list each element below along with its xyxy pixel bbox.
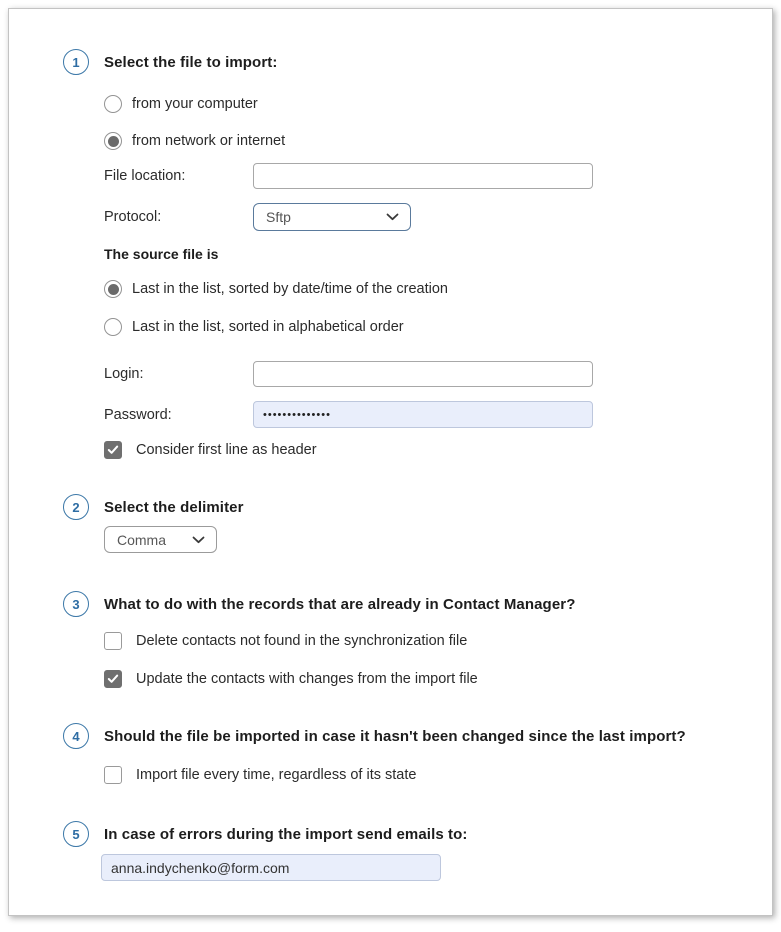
update-contacts-label: Update the contacts with changes from the import file (136, 671, 478, 687)
step-3-badge: 3 (63, 591, 89, 617)
step-5-header (9, 821, 772, 847)
step-4-title: Should the file be imported in case it hasn't been changed since the last import? (104, 727, 686, 745)
radio-from-computer[interactable] (9, 95, 772, 113)
step-1-title: Select the file to import: (104, 53, 278, 71)
radio-unselected-icon[interactable] (104, 95, 122, 113)
update-contacts-checkbox-row[interactable] (9, 670, 772, 688)
checkbox-checked-icon[interactable] (104, 441, 122, 459)
import-settings-panel (8, 8, 773, 916)
delete-contacts-label: Delete contacts not found in the synchronization file (136, 633, 468, 649)
chevron-down-icon (192, 536, 205, 544)
radio-sorted-by-date[interactable] (9, 280, 772, 298)
first-line-header-label: Consider first line as header (136, 442, 317, 458)
radio-selected-icon[interactable] (104, 132, 122, 150)
protocol-row (9, 203, 772, 231)
chevron-down-icon (386, 213, 399, 221)
step-2-badge: 2 (63, 494, 89, 520)
source-file-heading: The source file is (104, 246, 219, 262)
password-label: Password: (104, 406, 172, 423)
checkbox-unchecked-icon[interactable] (104, 766, 122, 784)
step-5-badge: 5 (63, 821, 89, 847)
login-row (9, 361, 772, 387)
error-email-row (9, 854, 772, 881)
step-1-header (9, 49, 772, 75)
radio-from-network-label: from network or internet (132, 133, 286, 149)
radio-from-network[interactable] (9, 132, 772, 150)
radio-sorted-by-date-label: Last in the list, sorted by date/time of the creation (132, 281, 448, 297)
checkbox-checked-icon[interactable] (104, 670, 122, 688)
file-location-input[interactable] (253, 163, 593, 189)
step-2-header (9, 494, 772, 520)
step-1-badge: 1 (63, 49, 89, 75)
protocol-select[interactable] (253, 203, 411, 231)
delete-contacts-checkbox-row[interactable] (9, 632, 772, 650)
radio-from-computer-label: from your computer (132, 96, 258, 112)
delimiter-select-value: Comma (117, 531, 167, 548)
file-location-label: File location: (104, 168, 186, 184)
step-3-title: What to do with the records that are already in Contact Manager? (104, 595, 576, 613)
protocol-label: Protocol: (104, 209, 162, 225)
delimiter-row (9, 526, 772, 553)
radio-selected-icon[interactable] (104, 280, 122, 298)
step-2-title: Select the delimiter (104, 498, 244, 516)
file-location-row (9, 163, 772, 189)
radio-unselected-icon[interactable] (104, 318, 122, 336)
first-line-header-checkbox-row[interactable] (9, 441, 772, 459)
step-5-title: In case of errors during the import send emails to: (104, 825, 468, 843)
error-email-input[interactable] (101, 854, 441, 881)
delimiter-select[interactable] (104, 526, 217, 553)
step-4-badge: 4 (63, 723, 89, 749)
radio-sorted-alphabetical-label: Last in the list, sorted in alphabetical order (132, 319, 404, 335)
password-row (9, 401, 772, 428)
import-every-time-checkbox-row[interactable] (9, 766, 772, 784)
checkbox-unchecked-icon[interactable] (104, 632, 122, 650)
password-input[interactable] (253, 401, 593, 428)
login-label: Login: (104, 366, 144, 382)
login-input[interactable] (253, 361, 593, 387)
step-4-header (9, 723, 772, 749)
import-every-time-label: Import file every time, regardless of its state (136, 767, 417, 783)
step-3-header (9, 591, 772, 617)
protocol-select-value: Sftp (266, 209, 291, 225)
radio-sorted-alphabetical[interactable] (9, 318, 772, 336)
